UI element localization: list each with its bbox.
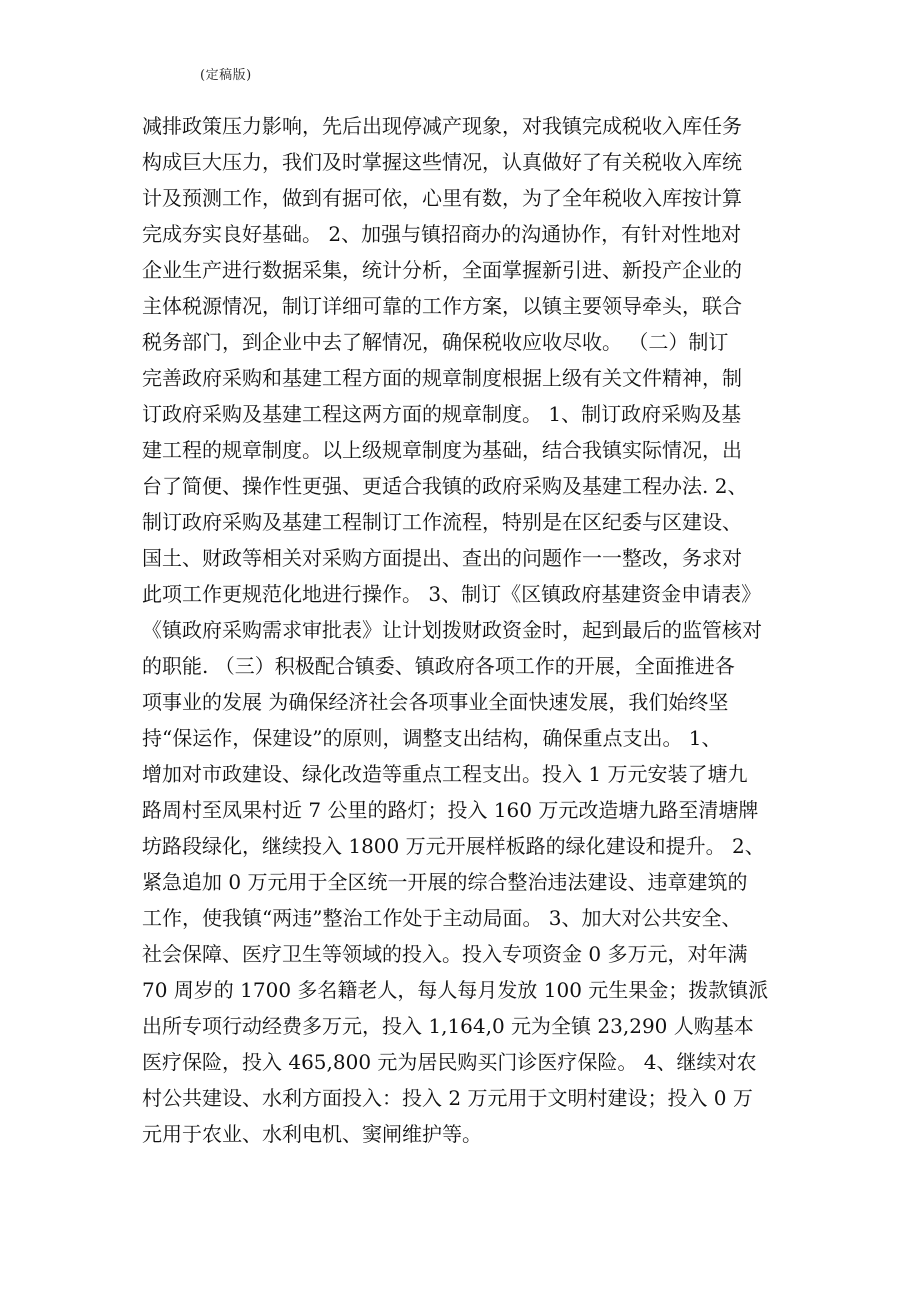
text-line: 村公共建设、水利方面投入：投入 2 万元用于文明村建设；投入 0 万 (142, 1086, 753, 1110)
text-line: 社会保障、医疗卫生等领域的投入。投入专项资金 0 多万元，对年满 (142, 942, 748, 966)
text-line: 构成巨大压力，我们及时掌握这些情况，认真做好了有关税收入库统 (142, 150, 742, 174)
document-body (142, 108, 782, 1152)
text-line: 建工程的规章制度。以上级规章制度为基础，结合我镇实际情况，出 (142, 438, 742, 462)
text-line: 70 周岁的 1700 多名籍老人，每人每月发放 100 元生果金；拨款镇派 (142, 978, 769, 1002)
text-line: 完成夯实良好基础。 2、加强与镇招商办的沟通协作，有针对性地对 (142, 222, 742, 246)
text-line: 的职能. （三）积极配合镇委、镇政府各项工作的开展，全面推进各 (142, 654, 735, 678)
text-line: 此项工作更规范化地进行操作。 3、制订《区镇政府基建资金申请表》 (142, 582, 762, 606)
text-line: 完善政府采购和基建工程方面的规章制度根据上级有关文件精神，制 (142, 366, 742, 390)
text-line: 《镇政府采购需求审批表》让计划拨财政资金时，起到最后的监管核对 (142, 618, 762, 642)
text-line: 紧急追加 0 万元用于全区统一开展的综合整治违法建设、违章建筑的 (142, 870, 748, 894)
text-line: 元用于农业、水利电机、窦闸维护等。 (142, 1122, 482, 1146)
draft-version-label: (定稿版) (200, 68, 252, 83)
text-line: 路周村至凤果村近 7 公里的路灯；投入 160 万元改造塘九路至清塘牌 (142, 798, 759, 822)
text-line: 持“保运作，保建设”的原则，调整支出结构，确保重点支出。 1、 (142, 726, 722, 750)
text-line: 主体税源情况，制订详细可靠的工作方案，以镇主要领导牵头，联合 (142, 294, 742, 318)
text-line: 医疗保险，投入 465,800 元为居民购买门诊医疗保险。 4、继续对农 (142, 1050, 757, 1074)
text-line: 坊路段绿化，继续投入 1800 万元开展样板路的绿化建设和提升。 2、 (142, 834, 765, 858)
text-line: 项事业的发展 为确保经济社会各项事业全面快速发展，我们始终坚 (142, 690, 729, 714)
text-line: 减排政策压力影响，先后出现停减产现象，对我镇完成税收入库任务 (142, 114, 742, 138)
text-line: 订政府采购及基建工程这两方面的规章制度。 1、制订政府采购及基 (142, 402, 742, 426)
text-line: 计及预测工作，做到有据可依，心里有数，为了全年税收入库按计算 (142, 186, 742, 210)
text-line: 台了简便、操作性更强、更适合我镇的政府采购及基建工程办法. 2、 (142, 474, 748, 498)
text-line: 增加对市政建设、绿化改造等重点工程支出。投入 1 万元安装了塘九 (142, 762, 748, 786)
text-line: 制订政府采购及基建工程制订工作流程，特别是在区纪委与区建设、 (142, 510, 742, 534)
text-line: 税务部门，到企业中去了解情况，确保税收应收尽收。 （二）制订 (142, 330, 729, 354)
text-line: 出所专项行动经费多万元，投入 1,164,0 元为全镇 23,290 人购基本 (142, 1014, 754, 1038)
text-line: 国土、财政等相关对采购方面提出、查出的问题作一一整改，务求对 (142, 546, 742, 570)
text-line: 工作，使我镇“两违”整治工作处于主动局面。 3、加大对公共安全、 (142, 906, 742, 930)
text-line: 企业生产进行数据采集，统计分析，全面掌握新引进、新投产企业的 (142, 258, 742, 282)
